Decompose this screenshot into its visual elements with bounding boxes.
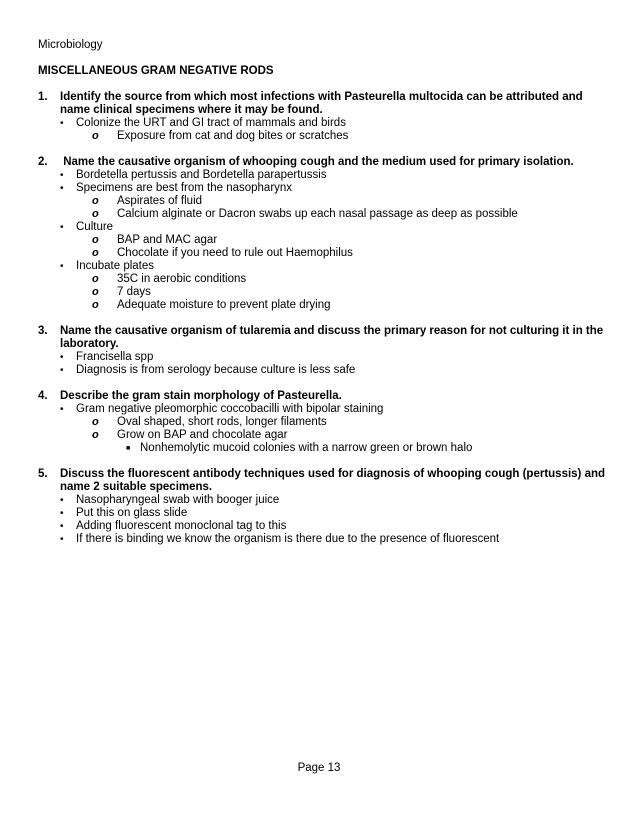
question-number: 4. — [38, 390, 48, 402]
question-5 — [38, 468, 608, 546]
sub-bullet-text: 35C in aerobic conditions — [117, 273, 247, 285]
list-subitem — [92, 286, 608, 299]
bullet-icon: • — [60, 183, 64, 194]
question-2 — [38, 156, 608, 312]
page-number: Page 13 — [297, 762, 341, 774]
question-number: 1. — [38, 91, 48, 103]
bullet-text: Adding fluorescent monoclonal tag to this — [76, 520, 287, 532]
sub-bullet-icon: o — [92, 429, 99, 441]
question-text: Identify the source from which most infections with Pasteurella multocida can be attributed and name clinical specimens where it may be found. — [60, 91, 583, 116]
sub-bullet-text: 7 days — [117, 286, 151, 298]
list-item — [60, 494, 608, 507]
list-subitem — [92, 247, 608, 260]
bullet-text: Gram negative pleomorphic coccobacilli with bipolar staining — [76, 403, 384, 415]
bullet-icon: • — [60, 170, 64, 181]
square-bullet-icon: ■ — [126, 445, 131, 452]
bullet-icon: • — [60, 534, 64, 545]
bullet-text: Incubate plates — [76, 260, 155, 272]
section-title: MISCELLANEOUS GRAM NEGATIVE RODS — [38, 65, 274, 77]
bullet-text: Culture — [76, 221, 114, 233]
sub-bullet-icon: o — [92, 273, 99, 285]
subsub-bullet-text: Nonhemolytic mucoid colonies with a narrow green or brown halo — [140, 442, 473, 454]
sub-bullet-icon: o — [92, 299, 99, 311]
bullet-icon: • — [60, 352, 64, 363]
list-item — [60, 507, 608, 520]
sub-bullet-icon: o — [92, 208, 99, 220]
sub-bullet-icon: o — [92, 195, 99, 207]
sub-bullet-text: Oval shaped, short rods, longer filaments — [117, 416, 327, 428]
list-subitem — [92, 234, 608, 247]
question-text: Discuss the fluorescent antibody techniques used for diagnosis of whooping cough (pertussis) and name 2 suitable specimens. — [60, 468, 606, 493]
bullet-icon: • — [60, 118, 64, 129]
question-number: 2. — [38, 156, 48, 168]
bullet-text: Nasopharyngeal swab with booger juice — [76, 494, 280, 506]
list-item — [60, 260, 608, 312]
list-subitem — [92, 273, 608, 286]
question-4 — [38, 390, 608, 455]
bullet-text: Francisella spp — [76, 351, 154, 363]
bullet-icon: • — [60, 365, 64, 376]
subject-header: Microbiology — [38, 39, 103, 51]
sub-bullet-text: Exposure from cat and dog bites or scratches — [117, 130, 349, 142]
sub-bullet-text: Grow on BAP and chocolate agar — [117, 429, 288, 441]
list-item — [60, 533, 608, 546]
list-subitem — [92, 208, 608, 221]
list-item — [60, 520, 608, 533]
bullet-icon: • — [60, 521, 64, 532]
list-subsubitem — [126, 442, 608, 455]
bullet-icon: • — [60, 508, 64, 519]
list-subitem — [92, 416, 608, 429]
list-item — [60, 403, 608, 455]
list-item — [60, 182, 608, 221]
question-text: Describe the gram stain morphology of Pasteurella. — [60, 390, 342, 402]
list-item — [60, 169, 608, 182]
list-item — [60, 221, 608, 260]
sub-bullet-text: BAP and MAC agar — [117, 234, 218, 246]
sub-bullet-icon: o — [92, 130, 99, 142]
question-number: 5. — [38, 468, 48, 480]
bullet-text: Diagnosis is from serology because culture is less safe — [76, 364, 356, 376]
question-3 — [38, 325, 608, 377]
bullet-icon: • — [60, 222, 64, 233]
bullet-text: Bordetella pertussis and Bordetella parapertussis — [76, 169, 327, 181]
bullet-icon: • — [60, 404, 64, 415]
bullet-icon: • — [60, 261, 64, 272]
list-item — [60, 351, 608, 364]
question-text: Name the causative organism of tularemia and discuss the primary reason for not culturing it in the laboratory. — [60, 325, 604, 350]
sub-bullet-text: Calcium alginate or Dacron swabs up each nasal passage as deep as possible — [117, 208, 518, 220]
sub-bullet-text: Chocolate if you need to rule out Haemophilus — [117, 247, 353, 259]
sub-bullet-icon: o — [92, 247, 99, 259]
question-number: 3. — [38, 325, 48, 337]
sub-bullet-icon: o — [92, 234, 99, 246]
bullet-text: If there is binding we know the organism is there due to the presence of fluorescent — [76, 533, 500, 545]
document-page — [38, 39, 608, 559]
sub-bullet-icon: o — [92, 286, 99, 298]
question-text: Name the causative organism of whooping cough and the medium used for primary isolation. — [60, 156, 574, 168]
sub-bullet-text: Adequate moisture to prevent plate drying — [117, 299, 331, 311]
list-subitem — [92, 195, 608, 208]
bullet-text: Colonize the URT and GI tract of mammals and birds — [76, 117, 346, 129]
list-subitem — [92, 429, 608, 455]
bullet-icon: • — [60, 495, 64, 506]
bullet-text: Put this on glass slide — [76, 507, 188, 519]
sub-bullet-text: Aspirates of fluid — [117, 195, 203, 207]
list-subitem — [92, 130, 608, 143]
list-item — [60, 364, 608, 377]
question-1 — [38, 91, 608, 143]
bullet-text: Specimens are best from the nasopharynx — [76, 182, 293, 194]
list-item — [60, 117, 608, 143]
sub-bullet-icon: o — [92, 416, 99, 428]
list-subitem — [92, 299, 608, 312]
